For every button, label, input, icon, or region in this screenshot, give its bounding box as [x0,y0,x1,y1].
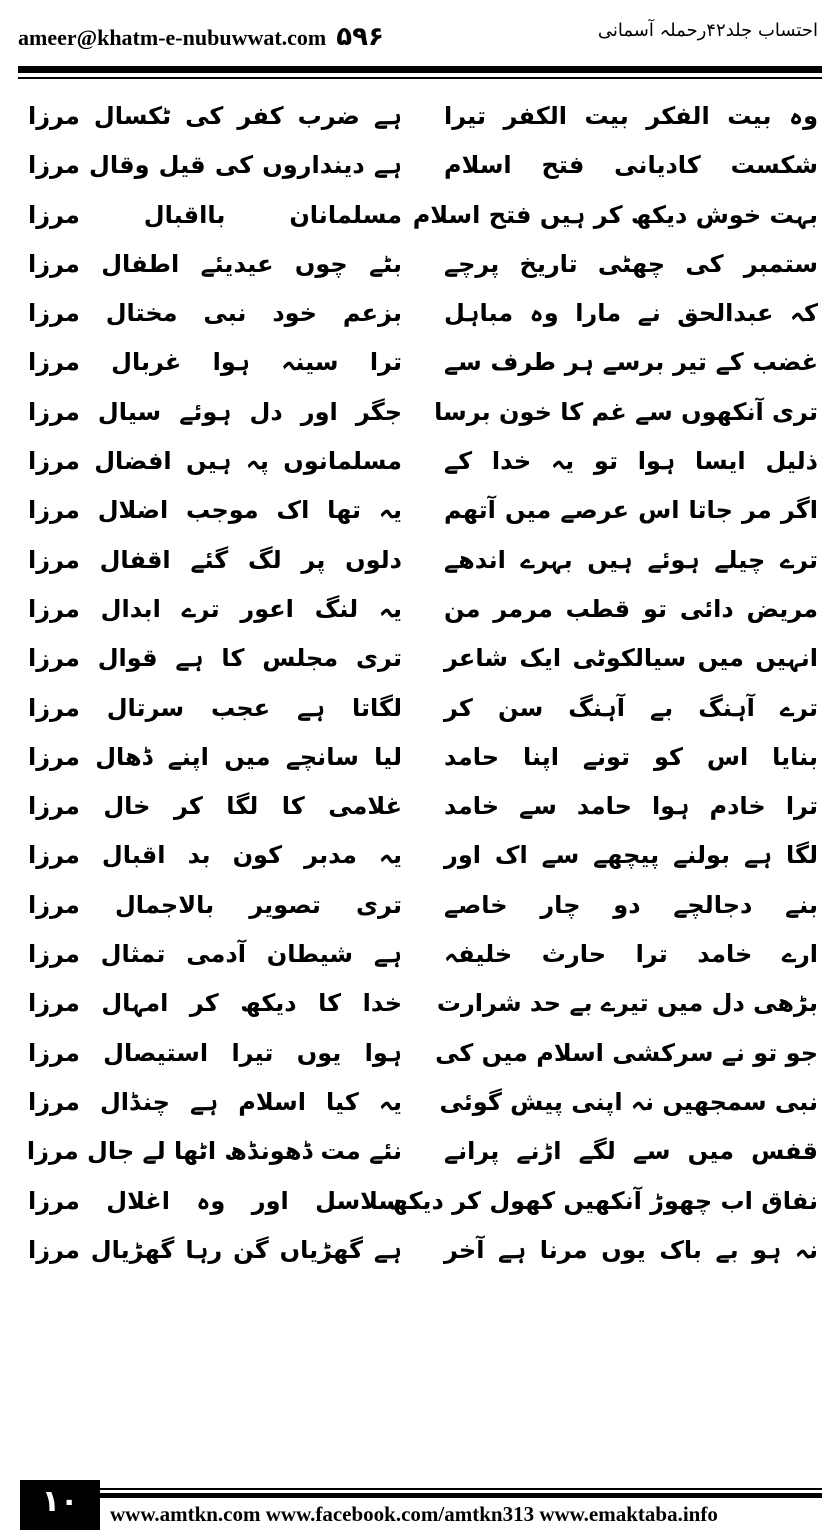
misra-second: ہوا یوں تیرا استیصال مرزا [28,1038,402,1067]
couplet-row [28,1080,818,1129]
poem-body [28,94,818,1277]
misra-first: تری آنکھوں سے غم کا خون برسا [434,397,818,426]
footer-page-number: ۱۰ [20,1480,100,1530]
couplet-row [28,587,818,636]
header-email: ameer@khatm-e-nubuwwat.com [18,25,327,50]
misra-second: غلامی کا لگا کر خال مرزا [28,792,402,821]
misra-first: نبی سمجھیں نہ اپنی پیش گوئی [439,1087,818,1116]
misra-second: بٹے چوں عیدیئے اطفال مرزا [28,249,402,278]
misra-second: جگر اور دل ہوئے سیال مرزا [28,397,402,426]
couplet-row [28,390,818,439]
misra-second: یہ لنگ اعور ترے ابدال مرزا [28,594,402,623]
misra-first: وہ بیت الفکر بیت الکفر تیرا [444,102,818,130]
misra-first: غضب کے تیر برسے ہر طرف سے [444,348,818,377]
misra-second: ہے ضرب کفر کی ٹکسال مرزا [28,102,402,130]
misra-first: بڑھی دل میں تیرے بے حد شرارت [436,989,818,1018]
misra-first: بنے دجالچے دو چار خاصے [444,890,818,919]
couplet-row [28,981,818,1030]
misra-second: خدا کا دیکھ کر امہال مرزا [28,989,402,1018]
misra-first: مریض دائی تو قطب مرمر من [444,594,818,623]
couplet-row [28,833,818,882]
misra-first: انہیں میں سیالکوٹی ایک شاعر [444,644,818,673]
couplet-row [28,340,818,389]
misra-second: لیا سانچے میں اپنے ڈھال مرزا [28,742,402,771]
couplet-row [28,1129,818,1178]
misra-first: ستمبر کی چھٹی تاریخ پرچے [444,249,818,278]
header-rule-thick [18,66,822,73]
couplet-row [28,242,818,291]
misra-first: کہ عبدالحق نے مارا وہ مباہل [444,299,818,328]
footer-urls: www.amtkn.com www.facebook.com/amtkn313 www.emaktaba.info [110,1502,718,1526]
misra-second: سلاسل اور وہ اغلال مرزا [28,1186,402,1215]
misra-first: قفس میں سے لگے اڑنے پرانے [444,1137,818,1166]
couplet-row [28,1179,818,1228]
couplet-row [28,291,818,340]
header-book-title: احتساب جلد۴۲رحملہ آسمانی [597,20,818,41]
couplet-row [28,538,818,587]
misra-second: لگاتا ہے عجب سرتال مرزا [28,693,402,722]
misra-first: ارے خامد ترا حارث خلیفہ [444,940,818,969]
couplet-row [28,1228,818,1277]
couplet-row [28,932,818,981]
couplet-row [28,1031,818,1080]
misra-second: دلوں پر لگ گئے اقفال مرزا [28,545,402,574]
misra-second: تری مجلس کا ہے قوال مرزا [28,644,402,673]
page-header [0,0,840,70]
couplet-row [28,94,818,143]
misra-first: ترا خادم ہوا حامد سے خامد [444,792,818,821]
footer-rule-thick [100,1493,822,1498]
misra-second: نئے مت ڈھونڈھ اٹھا لے جال مرزا [26,1137,402,1166]
couplet-row [28,143,818,192]
misra-first: ذلیل ایسا ہوا تو یہ خدا کے [444,447,818,476]
misra-second: یہ تھا اک موجب اضلال مرزا [28,496,402,525]
misra-first: ترے چیلے ہوئے ہیں بہرے اندھے [444,545,818,574]
couplet-row [28,686,818,735]
misra-second: یہ مدبر کون بد اقبال مرزا [28,841,402,870]
misra-second: بزعم خود نبی مختال مرزا [28,299,402,328]
couplet-row [28,883,818,932]
misra-second: ہے گھڑیاں گن رہا گھڑیال مرزا [28,1235,402,1264]
header-rule-thin [18,77,822,79]
misra-first: ترے آہنگ بے آہنگ سن کر [444,693,818,722]
page-footer [0,1480,840,1540]
misra-second: مسلمانوں پہ ہیں افضال مرزا [28,447,402,476]
couplet-row [28,735,818,784]
misra-first: شکست کادیانی فتح اسلام [444,151,818,180]
couplet-row [28,488,818,537]
couplet-row [28,439,818,488]
misra-second: تری تصویر بالاجمال مرزا [28,890,402,919]
misra-first: اگر مر جاتا اس عرصے میں آتھم [444,496,818,525]
misra-first: لگا ہے بولنے پیچھے سے اک اور [444,841,818,870]
header-page-number: ۵۹۶ [336,22,384,52]
misra-first: جو تو نے سرکشی اسلام میں کی [435,1038,818,1067]
misra-second: یہ کیا اسلام ہے چنڈال مرزا [28,1087,402,1116]
header-left [18,22,384,52]
misra-first: بنایا اس کو تونے اپنا حامد [444,742,818,771]
misra-second: ہے شیطان آدمی تمثال مرزا [28,940,402,969]
couplet-row [28,784,818,833]
misra-second: مسلمانان بااقبال مرزا [28,200,402,229]
misra-second: ہے دینداروں کی قیل وقال مرزا [28,151,402,180]
misra-first: نفاق اب چھوڑ آنکھیں کھول کر دیکھ [387,1186,818,1215]
misra-second: ترا سینہ ہوا غربال مرزا [28,348,402,377]
misra-first: نہ ہو بے باک یوں مرنا ہے آخر [444,1235,818,1264]
couplet-row [28,636,818,685]
misra-first: بہت خوش دیکھ کر ہیں فتح اسلام [412,200,818,229]
couplet-row [28,193,818,242]
footer-rule-thin [100,1488,822,1490]
